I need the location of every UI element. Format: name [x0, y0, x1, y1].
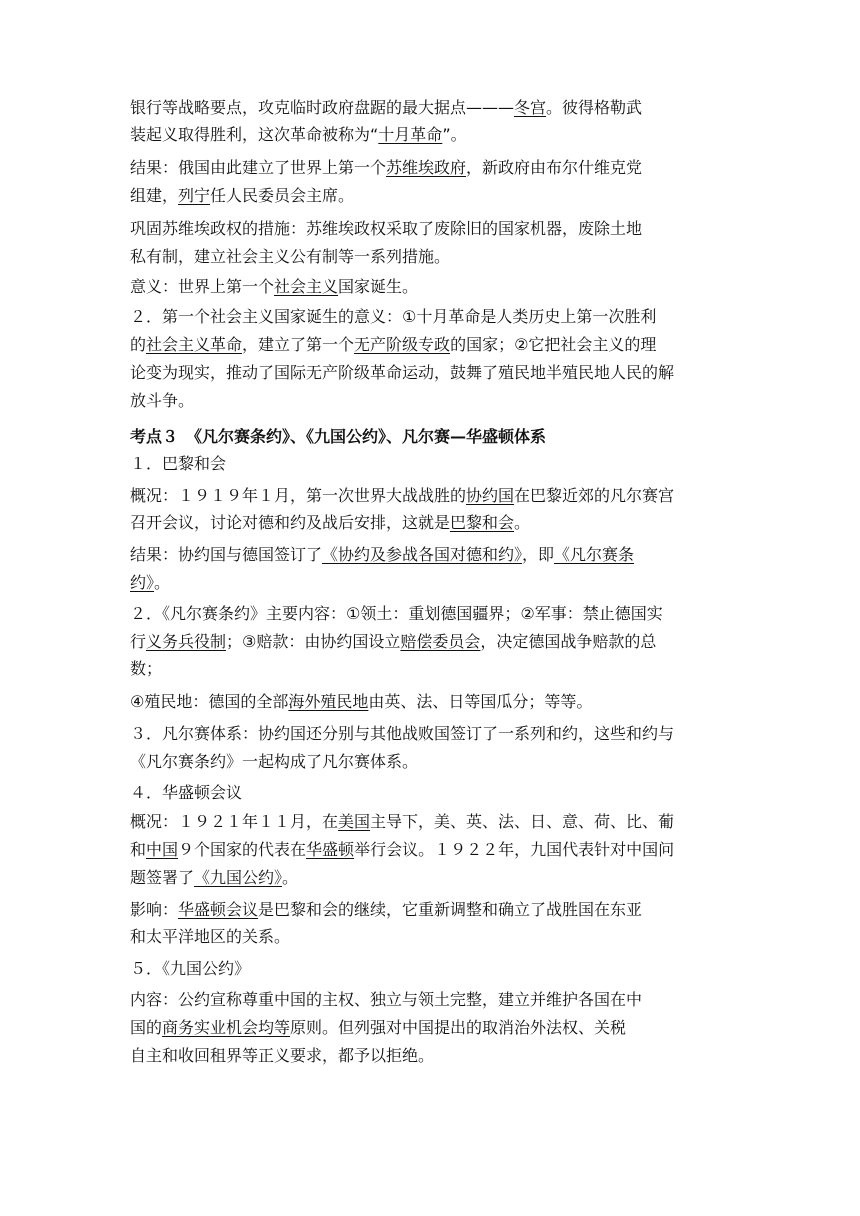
- text-line: [130, 510, 530, 536]
- text-segment: 原则。但列强对中国提出的取消治外法权、关税: [290, 1018, 627, 1037]
- text-line: [130, 360, 674, 386]
- text-segment: 是巴黎和会的继续，它重新调整和确立了战胜国在东亚: [258, 900, 643, 919]
- text-segment: 自主和收回租界等正义要求，都予以拒绝。: [130, 1046, 435, 1065]
- text-line: [130, 656, 162, 682]
- text-segment: ④殖民地：德国的全部: [130, 692, 289, 711]
- text-line: [130, 95, 642, 121]
- underlined-term: 赔偿委员会: [400, 632, 481, 651]
- text-segment: 数；: [130, 659, 163, 678]
- text-segment: 国家诞生。: [338, 277, 419, 296]
- text-line: [130, 1015, 626, 1041]
- text-segment: 和太平洋地区的关系。: [130, 927, 291, 946]
- text-segment: ４．华盛顿会议: [130, 783, 243, 802]
- text-segment: 意义：世界上第一个: [130, 277, 275, 296]
- underlined-term: 社会主义: [274, 277, 339, 296]
- text-line: [130, 332, 656, 358]
- text-line: [130, 274, 418, 300]
- text-line: [130, 483, 674, 509]
- underlined-term: 《凡尔赛条: [554, 545, 635, 564]
- text-segment: 在巴黎近郊的凡尔赛宫: [514, 486, 675, 505]
- text-line: [130, 304, 656, 330]
- underlined-term: 商务实业机会均等: [162, 1018, 291, 1037]
- section-heading: [130, 424, 546, 450]
- underlined-term: 中国: [146, 840, 179, 859]
- text-line: [130, 956, 250, 982]
- text-segment: ５．《九国公约》: [130, 959, 251, 978]
- text-segment: 国的: [130, 1018, 163, 1037]
- text-segment: 和: [130, 840, 147, 859]
- text-line: [130, 542, 634, 568]
- text-segment: ２．《凡尔赛条约》主要内容：①领土：重划德国疆界；②军事：禁止德国实: [130, 604, 663, 623]
- text-line: [130, 837, 674, 863]
- text-line: [130, 987, 642, 1013]
- text-segment: ；③赔款：由协约国设立: [226, 632, 401, 651]
- text-segment: 考点３ 《凡尔赛条约》、《九国公约》、凡尔赛—华盛顿体系: [130, 427, 547, 446]
- text-segment: 影响：: [130, 900, 179, 919]
- text-line: [130, 780, 242, 806]
- underlined-term: 列宁: [178, 186, 211, 205]
- text-segment: ２．第一个社会主义国家诞生的意义：①十月革命是人类历史上第一次胜利: [130, 307, 657, 326]
- text-line: [130, 216, 642, 242]
- text-line: [130, 451, 226, 477]
- text-segment: ３．凡尔赛体系：协约国还分别与其他战败国签订了一系列和约，这些和约与: [130, 724, 675, 743]
- text-segment: 主导下，美、英、法、日、意、荷、比、葡: [370, 812, 675, 831]
- text-segment: ，新政府由布尔什维克党: [466, 158, 643, 177]
- text-line: [130, 155, 642, 181]
- text-line: [130, 721, 674, 747]
- text-segment: １．巴黎和会: [130, 454, 227, 473]
- text-line: [130, 865, 298, 891]
- underlined-term: 冬宫: [514, 98, 547, 117]
- underlined-term: 无产阶级专政: [354, 335, 451, 354]
- text-segment: ，即: [522, 545, 555, 564]
- text-line: [130, 749, 418, 775]
- text-segment: ，决定德国战争赔款的总: [480, 632, 657, 651]
- text-segment: 结果：俄国由此建立了世界上第一个: [130, 158, 387, 177]
- text-line: [130, 629, 656, 655]
- text-segment: ，建立了第一个: [242, 335, 355, 354]
- underlined-term: 巴黎和会: [450, 513, 515, 532]
- underlined-term: 华盛顿: [306, 840, 355, 859]
- text-segment: 的国家；②它把社会主义的理: [450, 335, 657, 354]
- text-segment: 行: [130, 632, 147, 651]
- text-line: [130, 183, 354, 209]
- text-segment: 由英、法、日等国瓜分；等等。: [368, 692, 593, 711]
- text-segment: 银行等战略要点，攻克临时政府盘踞的最大据点———: [130, 98, 515, 117]
- text-segment: 私有制，建立社会主义公有制等一系列措施。: [130, 247, 451, 266]
- text-segment: 题签署了: [130, 868, 195, 887]
- underlined-term: 《九国公约》: [194, 868, 283, 887]
- text-segment: 结果：协约国与德国签订了: [130, 545, 323, 564]
- text-segment: 。: [282, 868, 299, 887]
- text-segment: 装起义取得胜利，这次革命被称为“: [130, 125, 379, 144]
- text-line: [130, 689, 592, 715]
- text-segment: 内容：公约宣称尊重中国的主权、独立与领土完整，建立并维护各国在中: [130, 990, 643, 1009]
- text-segment: 概况：１９１９年１月，第一次世界大战战胜的: [130, 486, 467, 505]
- text-line: [130, 570, 170, 596]
- underlined-term: 约》: [130, 573, 155, 592]
- text-segment: 。彼得格勒武: [546, 98, 643, 117]
- underlined-term: 社会主义革命: [146, 335, 243, 354]
- text-segment: 举行会议。１９２２年，九国代表针对中国问: [354, 840, 675, 859]
- text-line: [130, 388, 194, 414]
- underlined-term: 美国: [338, 812, 371, 831]
- text-segment: ”。: [442, 125, 467, 144]
- underlined-term: 华盛顿会议: [178, 900, 259, 919]
- text-segment: 概况：１９２１年１１月，在: [130, 812, 339, 831]
- text-line: [130, 809, 674, 835]
- text-line: [130, 897, 642, 923]
- underlined-term: 《协约及参战各国对德和约》: [322, 545, 523, 564]
- underlined-term: 苏维埃政府: [386, 158, 467, 177]
- underlined-term: 义务兵役制: [146, 632, 227, 651]
- underlined-term: 海外殖民地: [288, 692, 369, 711]
- text-segment: 任人民委员会主席。: [210, 186, 355, 205]
- underlined-term: 协约国: [466, 486, 515, 505]
- text-segment: 放斗争。: [130, 391, 195, 410]
- text-segment: 《凡尔赛条约》一起构成了凡尔赛体系。: [130, 752, 419, 771]
- text-segment: 。: [154, 573, 171, 592]
- text-segment: 的: [130, 335, 147, 354]
- text-line: [130, 924, 290, 950]
- underlined-term: 十月革命: [378, 125, 443, 144]
- text-segment: 。: [514, 513, 531, 532]
- text-segment: ９个国家的代表在: [178, 840, 307, 859]
- text-line: [130, 122, 467, 148]
- text-segment: 论变为现实，推动了国际无产阶级革命运动，鼓舞了殖民地半殖民地人民的解: [130, 363, 675, 382]
- text-line: [130, 1043, 434, 1069]
- text-segment: 召开会议，讨论对德和约及战后安排，这就是: [130, 513, 451, 532]
- text-segment: 组建，: [130, 186, 179, 205]
- text-segment: 巩固苏维埃政权的措施：苏维埃政权采取了废除旧的国家机器，废除土地: [130, 219, 643, 238]
- text-line: [130, 244, 450, 270]
- text-line: [130, 601, 663, 627]
